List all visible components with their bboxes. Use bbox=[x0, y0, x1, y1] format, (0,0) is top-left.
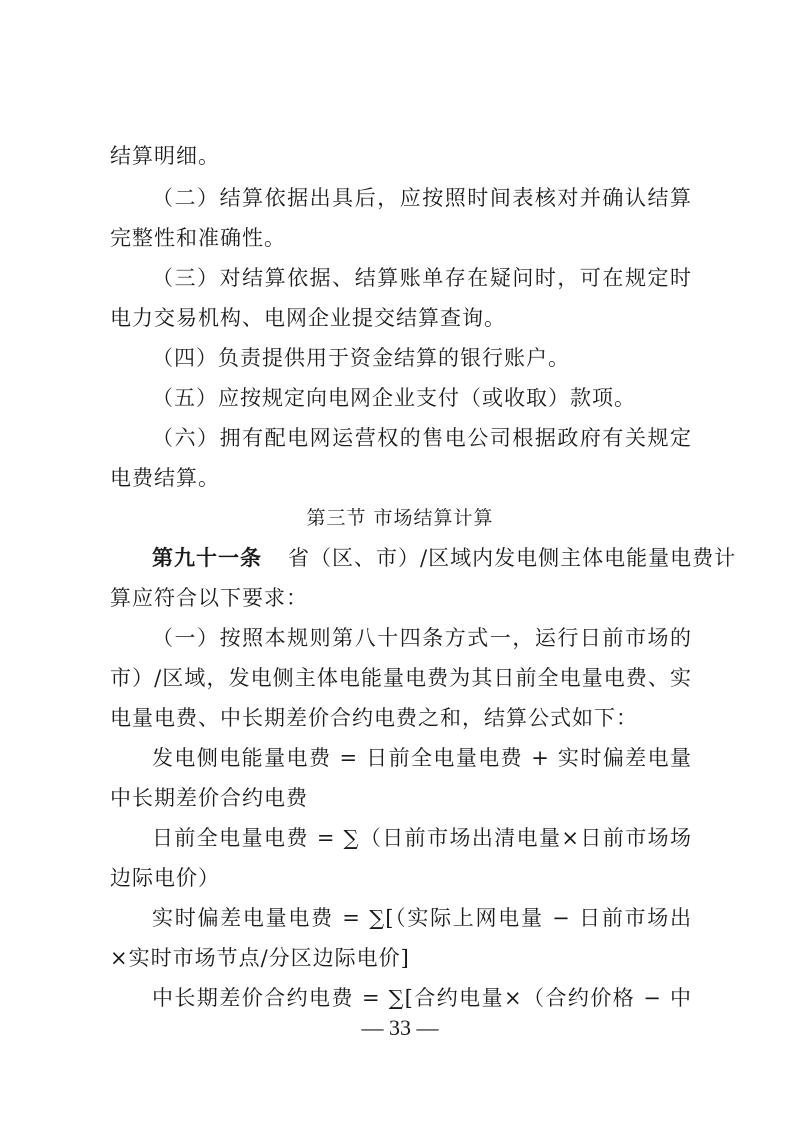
article-number: 第九十一条 bbox=[152, 546, 262, 570]
text-line-1: 结算明细。 bbox=[110, 144, 220, 168]
section-title: 第三节 市场结算计算 bbox=[306, 507, 494, 529]
text-line-3: 完整性和准确性。 bbox=[110, 226, 286, 250]
formula-line-3: 日前全电量电费 = ∑（日前市场出清电量×日前市场场 bbox=[152, 826, 692, 850]
article-line-1 bbox=[152, 538, 737, 578]
text-line-8: （六）拥有配电网运营权的售电公司根据政府有关规定 bbox=[152, 426, 692, 450]
text-line-6: （四）负责提供用于资金结算的银行账户。 bbox=[152, 346, 570, 370]
text-line-11: 市）/区域，发电侧主体电能量电费为其日前全电量电费、实 bbox=[110, 666, 692, 690]
formula-line-6: ×实时市场节点/分区边际电价] bbox=[110, 946, 410, 970]
formula-line-1: 发电侧电能量电费 = 日前全电量电费 + 实时偏差电量 bbox=[152, 746, 692, 770]
article-line-2: 算应符合以下要求： bbox=[110, 586, 308, 610]
text-line-9: 电费结算。 bbox=[110, 466, 220, 490]
formula-line-5: 实时偏差电量电费 = ∑[（实际上网电量 − 日前市场出 bbox=[152, 906, 692, 930]
formula-line-7: 中长期差价合约电费 = ∑[合约电量×（合约价格 − 中 bbox=[152, 986, 692, 1010]
text-line-7: （五）应按规定向电网企业支付（或收取）款项。 bbox=[152, 386, 636, 410]
text-line-12: 电量电费、中长期差价合约电费之和，结算公式如下： bbox=[110, 706, 638, 730]
formula-line-2: 中长期差价合约电费 bbox=[110, 786, 308, 810]
text-line-4: （三）对结算依据、结算账单存在疑问时，可在规定时 bbox=[152, 266, 692, 290]
text-line-10: （一）按照本规则第八十四条方式一，运行日前市场的 bbox=[152, 626, 692, 650]
article-text: 省（区、市）/区域内发电侧主体电能量电费计 bbox=[288, 546, 737, 570]
text-line-2: （二）结算依据出具后，应按照时间表核对并确认结算 bbox=[152, 186, 692, 210]
page-number: — 33 — bbox=[361, 1015, 439, 1040]
formula-line-4: 边际电价） bbox=[110, 866, 220, 890]
text-line-5: 电力交易机构、电网企业提交结算查询。 bbox=[110, 306, 506, 330]
